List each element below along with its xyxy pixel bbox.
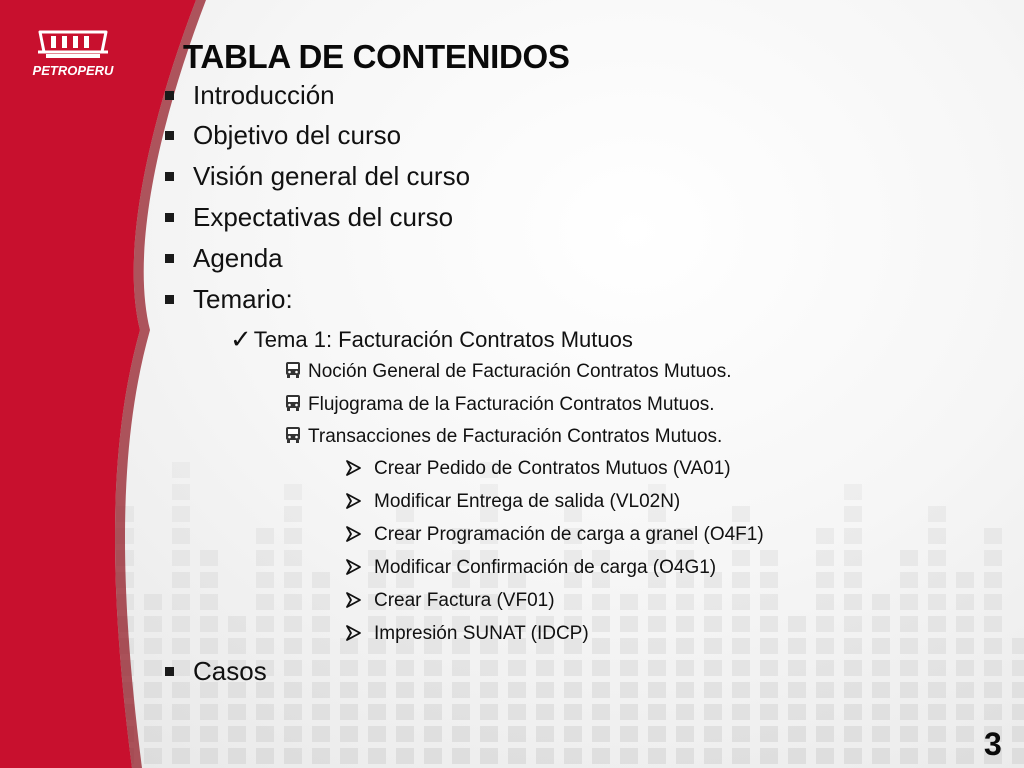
toc-item-label: Impresión SUNAT (IDCP) bbox=[374, 623, 589, 644]
square-bullet-icon bbox=[165, 667, 174, 676]
toc-item-label: Noción General de Facturación Contratos Mutuos. bbox=[308, 361, 732, 382]
toc-item bbox=[284, 361, 732, 385]
toc-item-label: Flujograma de la Facturación Contratos Mutuos. bbox=[308, 394, 715, 415]
toc-item-label: Temario: bbox=[193, 284, 293, 314]
square-bullet-icon bbox=[165, 295, 174, 304]
toc-item bbox=[284, 426, 722, 450]
toc-item-label: Crear Factura (VF01) bbox=[374, 590, 555, 611]
arrow-bullet-icon bbox=[345, 558, 363, 582]
toc-item bbox=[165, 120, 401, 151]
petroperu-logo bbox=[18, 26, 128, 82]
toc-item bbox=[345, 590, 555, 615]
toc-item-label: Tema 1: Facturación Contratos Mutuos bbox=[253, 327, 633, 352]
square-bullet-icon bbox=[165, 213, 174, 222]
toc-item bbox=[165, 284, 293, 315]
toc-item bbox=[165, 80, 335, 111]
arrow-bullet-icon bbox=[345, 624, 363, 648]
square-bullet-icon bbox=[165, 172, 174, 181]
toc-item-label: Crear Programación de carga a granel (O4F1) bbox=[374, 524, 764, 545]
arrow-bullet-icon bbox=[345, 492, 363, 516]
toc-item bbox=[345, 458, 731, 483]
bus-icon bbox=[284, 426, 302, 450]
toc-item bbox=[165, 656, 267, 687]
toc-item-label: Transacciones de Facturación Contratos Mutuos. bbox=[308, 426, 723, 447]
toc-item bbox=[165, 202, 453, 233]
arrow-bullet-icon bbox=[345, 459, 363, 483]
slide-title: TABLA DE CONTENIDOS bbox=[183, 38, 570, 75]
toc-item bbox=[345, 524, 764, 549]
toc-item bbox=[284, 394, 715, 418]
toc-item-label: Agenda bbox=[193, 243, 283, 273]
arrow-bullet-icon bbox=[345, 591, 363, 615]
toc-item-label: Crear Pedido de Contratos Mutuos (VA01) bbox=[374, 458, 731, 479]
toc-item bbox=[230, 324, 633, 355]
toc-item-label: Modificar Confirmación de carga (O4G1) bbox=[374, 557, 717, 578]
toc-item-label: Introducción bbox=[193, 80, 335, 110]
square-bullet-icon bbox=[165, 254, 174, 263]
toc-item-label: Casos bbox=[193, 656, 267, 686]
toc-item bbox=[165, 161, 470, 192]
check-icon: ✓ bbox=[230, 324, 252, 354]
toc-item bbox=[345, 623, 589, 648]
toc-item-label: Expectativas del curso bbox=[193, 202, 454, 232]
arrow-bullet-icon bbox=[345, 525, 363, 549]
bus-icon bbox=[284, 361, 302, 385]
toc-item-label: Modificar Entrega de salida (VL02N) bbox=[374, 491, 681, 512]
toc-item bbox=[345, 491, 680, 516]
logo-wordmark: PETROPERU bbox=[32, 63, 114, 78]
square-bullet-icon bbox=[165, 131, 174, 140]
toc-item-label: Objetivo del curso bbox=[193, 120, 402, 150]
bus-icon bbox=[284, 394, 302, 418]
page-number: 3 bbox=[984, 726, 1002, 762]
toc-item bbox=[165, 243, 283, 274]
toc-item bbox=[345, 557, 716, 582]
square-bullet-icon bbox=[165, 91, 174, 100]
toc-item-label: Visión general del curso bbox=[193, 161, 471, 191]
